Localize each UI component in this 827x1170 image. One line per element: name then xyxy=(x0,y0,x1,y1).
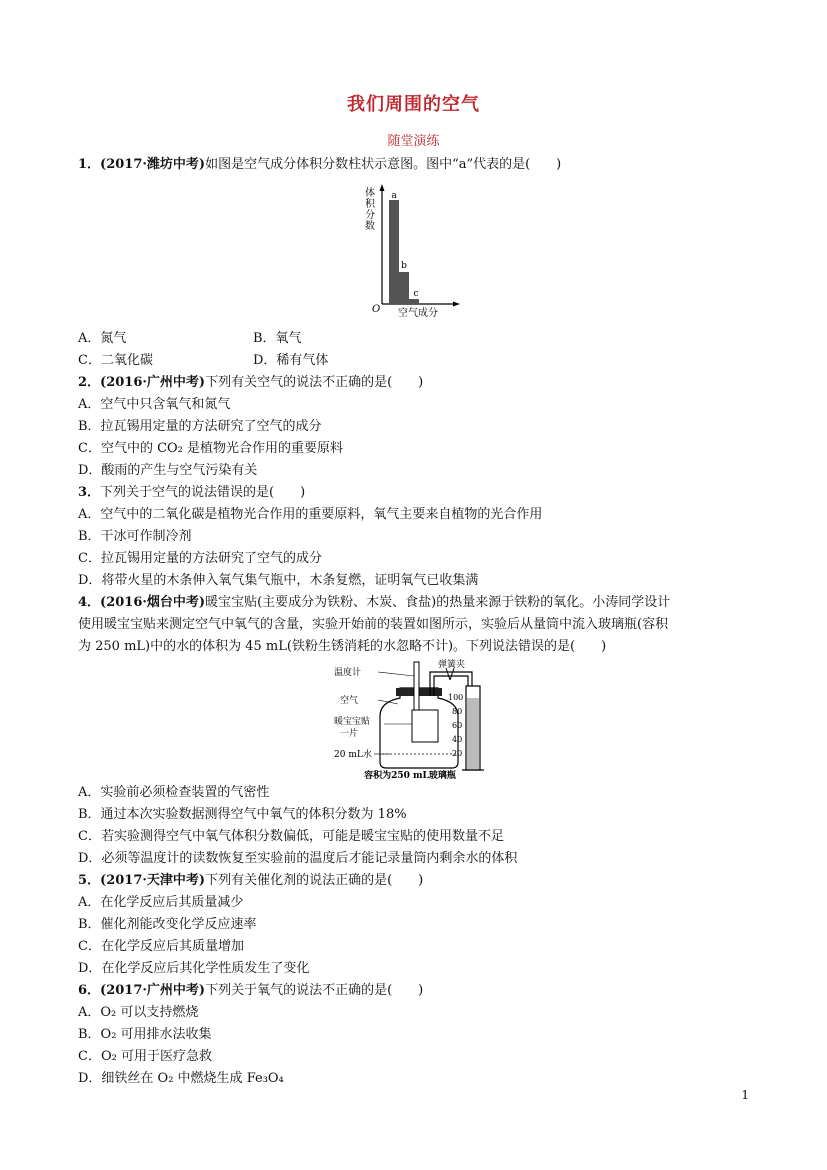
question-2-stem: 2．(2016·广州中考)下列有关空气的说法不正确的是( ) xyxy=(78,375,424,390)
q1-option-row-2 xyxy=(78,352,329,370)
q4-option-a[interactable]: A．实验前必须检查装置的气密性 xyxy=(78,785,270,800)
y-axis-label-char: 数 xyxy=(365,221,375,232)
question-4-stem-line-2: 使用暖宝宝贴来测定空气中氧气的含量，实验开始前的装置如图所示，实验后从量筒中流入玻璃瓶(容积 xyxy=(78,617,669,632)
q4-option-c[interactable]: C．若实验测得空气中氧气体积分数偏低，可能是暖宝宝贴的使用数量不足 xyxy=(78,829,504,844)
y-axis-label xyxy=(365,186,376,232)
bar-b xyxy=(399,272,409,304)
page-title: 我们周围的空气 xyxy=(347,94,480,115)
question-1-stem: 1．(2017·潍坊中考)如图是空气成分体积分数柱状示意图。图中“a”代表的是( ) xyxy=(78,157,562,172)
q2-option-d[interactable]: D．酸雨的产生与空气污染有关 xyxy=(78,463,258,478)
y-axis-label-char: 分 xyxy=(365,210,375,221)
q1-option-row-1 xyxy=(78,330,302,348)
q5-option-a[interactable]: A．在化学反应后其质量减少 xyxy=(78,895,244,910)
chart-origin: O xyxy=(372,304,381,315)
air-composition-bar-chart xyxy=(360,182,470,322)
label-warm-patch: 暖宝宝贴 xyxy=(334,717,371,727)
scale-60: 60 xyxy=(452,721,463,730)
bar-label-b: b xyxy=(401,261,407,271)
q6-option-c[interactable]: C．O₂ 可用于医疗急救 xyxy=(78,1049,212,1064)
scale-80: 80 xyxy=(452,707,463,716)
q3-option-a[interactable]: A．空气中的二氧化碳是植物光合作用的重要原料，氧气主要来自植物的光合作用 xyxy=(78,507,543,522)
bar-a xyxy=(389,200,399,304)
question-6-stem: 6．(2017·广州中考)下列关于氧气的说法不正确的是( ) xyxy=(78,983,424,998)
question-4-stem-line-1: 4．(2016·烟台中考)暖宝宝贴(主要成分为铁粉、木炭、食盐)的热量来源于铁粉的氧化。小涛同学设计 xyxy=(78,595,671,610)
label-thermometer: 温度计 xyxy=(334,668,362,678)
q2-option-a[interactable]: A．空气中只含氧气和氮气 xyxy=(78,397,231,412)
q6-option-a[interactable]: A．O₂ 可以支持燃烧 xyxy=(78,1005,199,1020)
bar-label-c: c xyxy=(413,289,419,299)
label-air: 空气 xyxy=(340,696,359,706)
question-4-stem-line-3: 为 250 mL)中的水的体积为 45 mL(铁粉生锈消耗的水忽略不计)。下列说法错误的是( ) xyxy=(78,639,607,654)
scale-20: 20 xyxy=(452,749,463,758)
q3-option-d[interactable]: D．将带火星的木条伸入氧气集气瓶中，木条复燃，证明氧气已收集满 xyxy=(78,573,479,588)
oxygen-measurement-apparatus xyxy=(330,658,500,780)
q6-option-d[interactable]: D．细铁丝在 O₂ 中燃烧生成 Fe₃O₄ xyxy=(78,1071,284,1086)
bar-label-a: a xyxy=(391,191,397,201)
figure-caption: 容积为250 mL玻璃瓶 xyxy=(364,771,456,780)
q4-option-b[interactable]: B．通过本次实验数据测得空气中氧气的体积分数为 18% xyxy=(78,807,407,822)
label-one-piece: 一片 xyxy=(340,729,359,739)
section-subtitle: 随堂演练 xyxy=(387,134,440,149)
q6-option-b[interactable]: B．O₂ 可用排水法收集 xyxy=(78,1027,212,1042)
q1-option-d[interactable]: D．稀有气体 xyxy=(253,353,329,368)
q1-option-a[interactable]: A．氮气 xyxy=(78,331,127,346)
bar-c xyxy=(409,299,419,304)
q3-option-b[interactable]: B．干冰可作制冷剂 xyxy=(78,529,192,544)
label-spring-clamp: 弹簧夹 xyxy=(438,660,466,670)
q1-option-b[interactable]: B．氧气 xyxy=(253,331,302,346)
question-3-stem: 3．下列关于空气的说法错误的是( ) xyxy=(78,485,306,500)
question-5-stem: 5．(2017·天津中考)下列有关催化剂的说法正确的是( ) xyxy=(78,873,424,888)
scale-40: 40 xyxy=(452,735,463,744)
y-axis-label-char: 积 xyxy=(365,199,375,210)
q5-option-b[interactable]: B．催化剂能改变化学反应速率 xyxy=(78,917,257,932)
scale-100: 100 xyxy=(448,693,464,702)
q3-option-c[interactable]: C．拉瓦锡用定量的方法研究了空气的成分 xyxy=(78,551,322,566)
x-axis-label: 空气成分 xyxy=(398,308,438,319)
page-number: 1 xyxy=(741,1088,749,1102)
q1-option-c[interactable]: C．二氧化碳 xyxy=(78,353,153,368)
y-axis-label-char: 体 xyxy=(365,188,375,199)
q2-option-b[interactable]: B．拉瓦锡用定量的方法研究了空气的成分 xyxy=(78,419,322,434)
label-water: 20 mL水 xyxy=(334,750,372,760)
q4-option-d[interactable]: D．必须等温度计的读数恢复至实验前的温度后才能记录量筒内剩余水的体积 xyxy=(78,851,518,866)
q5-option-d[interactable]: D．在化学反应后其化学性质发生了变化 xyxy=(78,961,310,976)
q2-option-c[interactable]: C．空气中的 CO₂ 是植物光合作用的重要原料 xyxy=(78,441,344,456)
q5-option-c[interactable]: C．在化学反应后其质量增加 xyxy=(78,939,244,954)
